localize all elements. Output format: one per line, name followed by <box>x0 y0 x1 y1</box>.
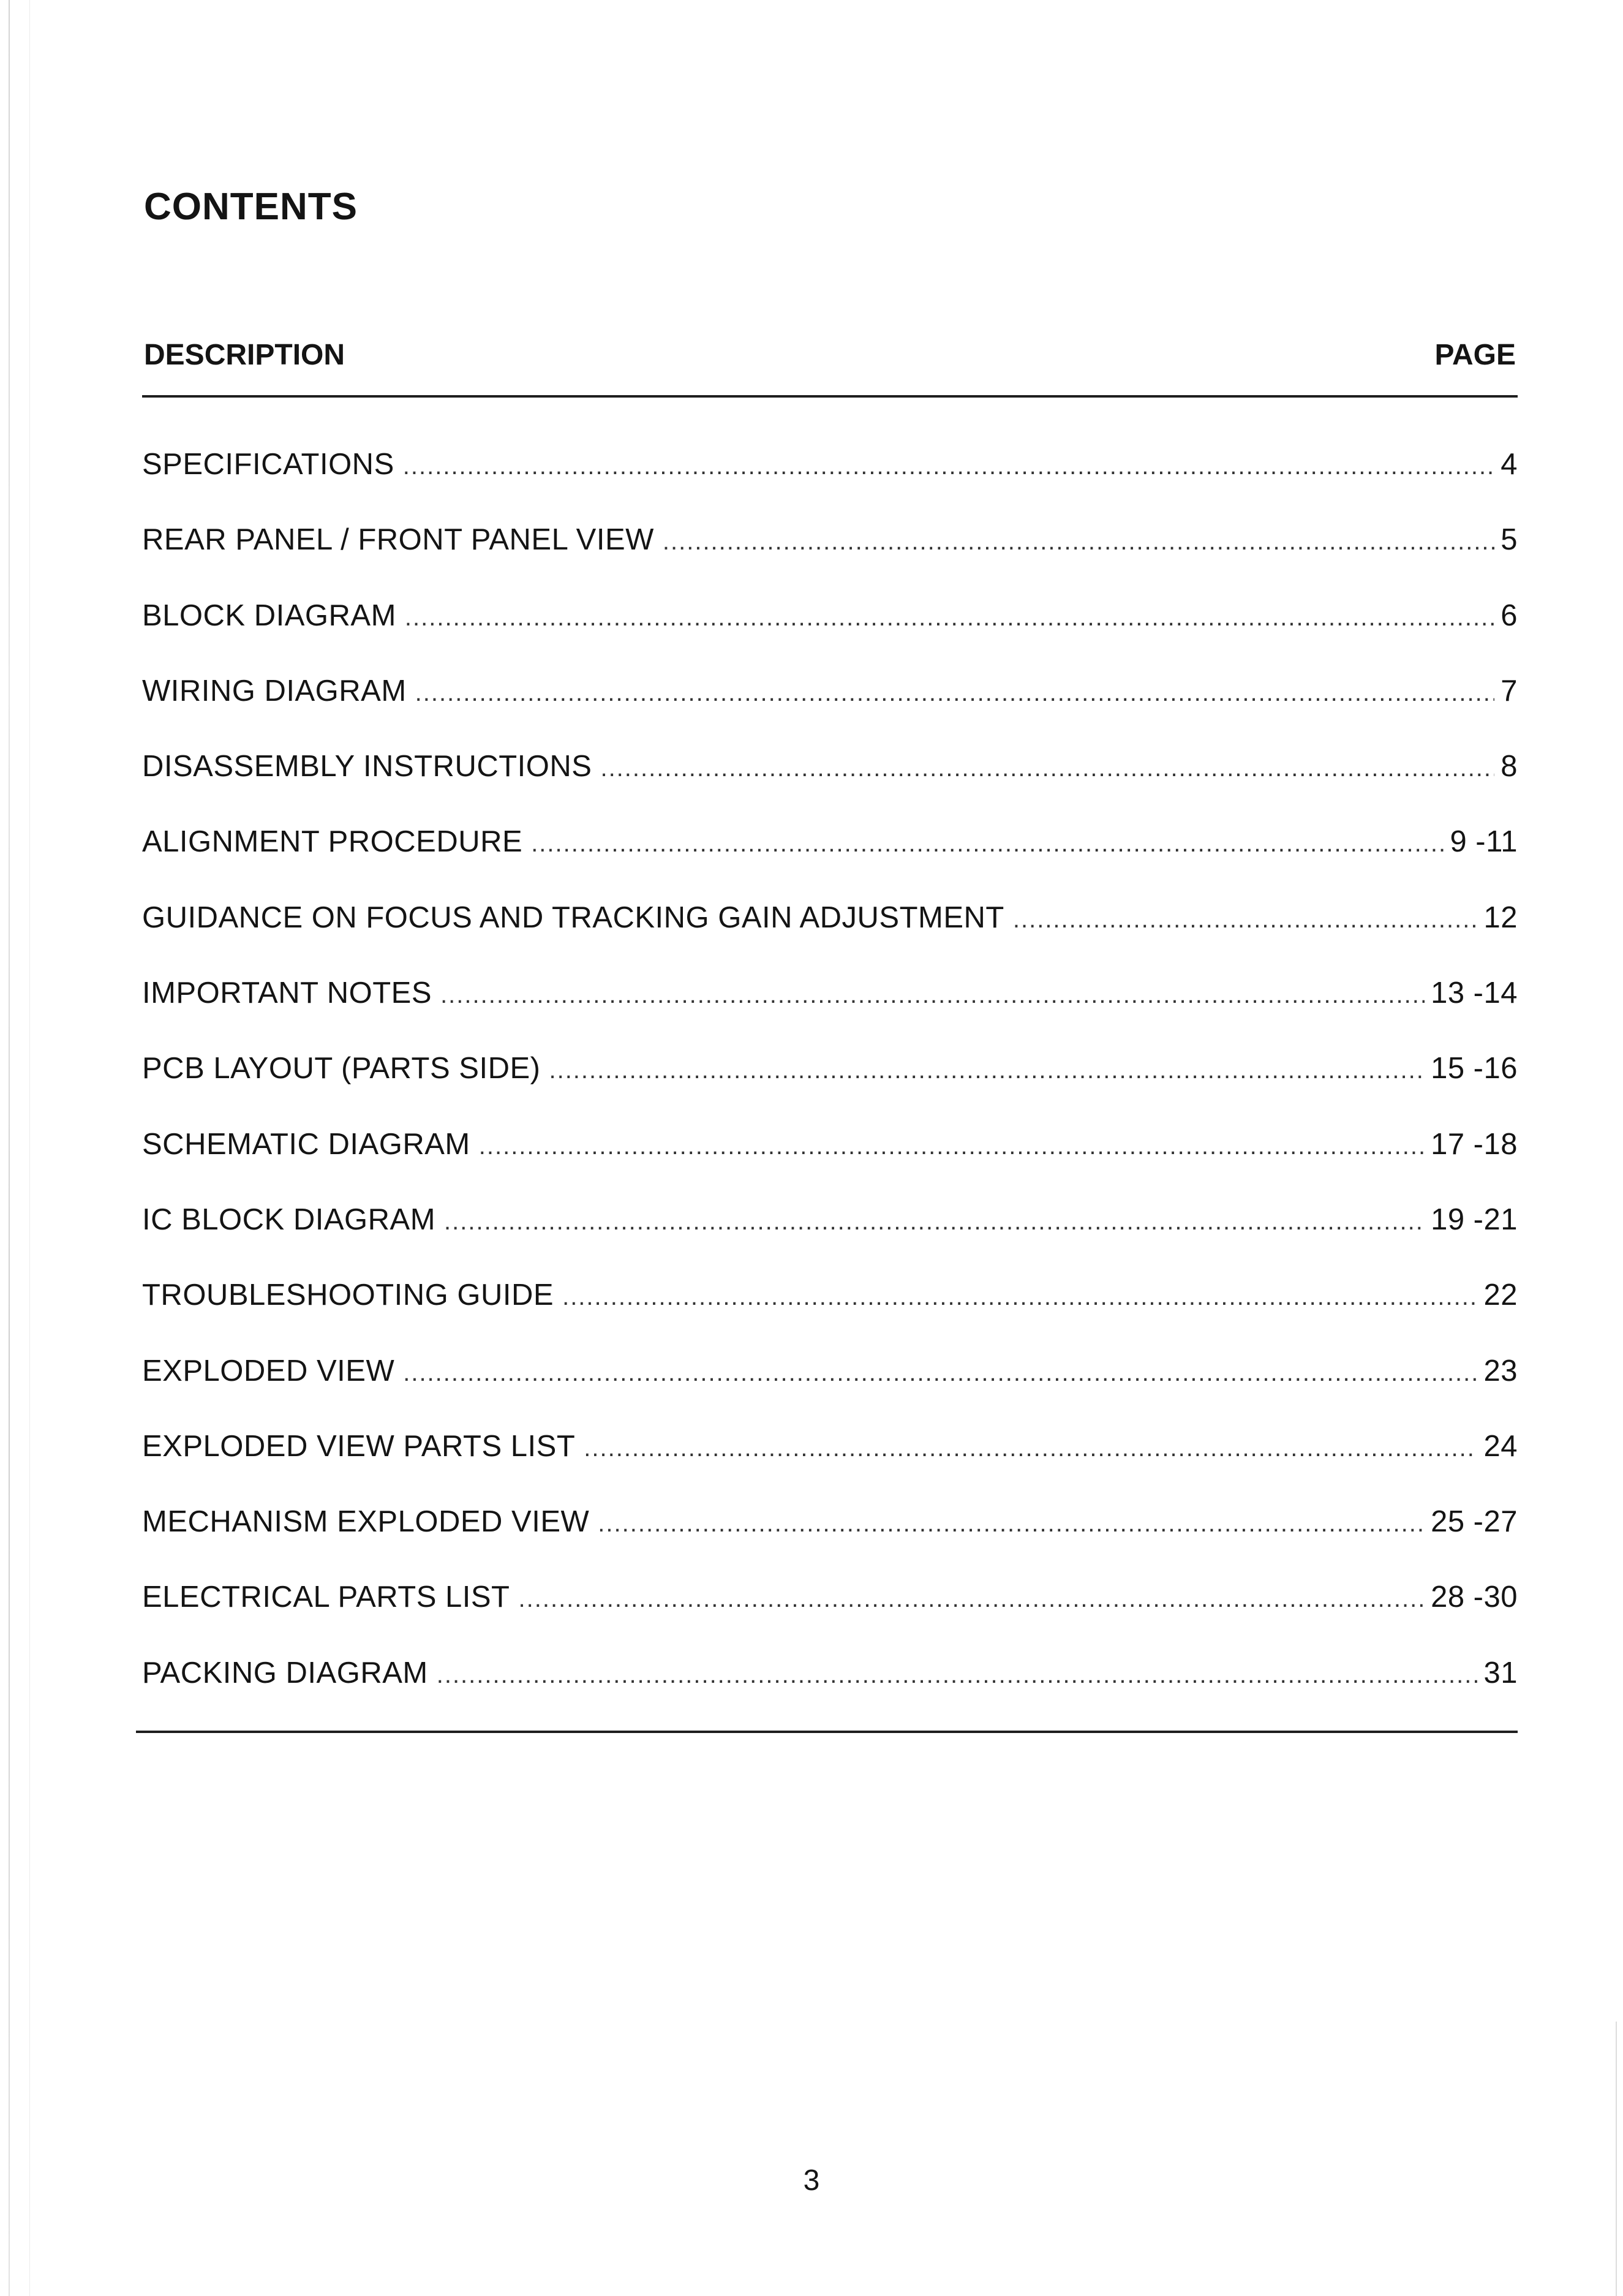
toc-entry-label: DISASSEMBLY INSTRUCTIONS <box>142 750 592 784</box>
toc-entry-leader <box>584 1435 1477 1462</box>
toc-entry <box>142 1203 1518 1278</box>
toc-entry-leader <box>549 1057 1425 1084</box>
toc-entry <box>142 976 1518 1051</box>
header-description: DESCRIPTION <box>144 339 345 371</box>
toc-list <box>142 447 1518 1731</box>
toc-entry-label: WIRING DIAGRAM <box>142 674 407 708</box>
toc-entry-leader <box>519 1585 1425 1613</box>
scan-edge-left-faint <box>29 0 30 2296</box>
toc-entry <box>142 1051 1518 1127</box>
toc-entry-leader <box>531 830 1444 858</box>
toc-entry-leader <box>403 1359 1477 1387</box>
toc-entry-leader <box>444 1208 1425 1236</box>
toc-entry-leader <box>437 1661 1478 1689</box>
toc-entry-page: 5 <box>1501 523 1518 557</box>
toc-entry-leader <box>663 528 1494 556</box>
toc-entry-leader <box>479 1133 1425 1160</box>
toc-entry-leader <box>440 981 1425 1009</box>
header-page: PAGE <box>1434 339 1516 371</box>
toc-entry-label: SCHEMATIC DIAGRAM <box>142 1127 470 1161</box>
toc-entry-page: 7 <box>1501 674 1518 708</box>
scan-edge-right <box>1616 2022 1617 2296</box>
page-title: CONTENTS <box>144 186 358 228</box>
toc-entry-label: PACKING DIAGRAM <box>142 1656 428 1690</box>
toc-entry-page: 9 -11 <box>1450 825 1518 859</box>
toc-entry-page: 17 -18 <box>1431 1127 1518 1161</box>
toc-entry-leader <box>562 1283 1477 1311</box>
toc-entry-page: 4 <box>1501 448 1518 481</box>
toc-entry-page: 15 -16 <box>1431 1052 1518 1086</box>
toc-entry-leader <box>405 604 1494 632</box>
toc-entry <box>142 447 1518 523</box>
toc-entry-leader <box>403 453 1494 480</box>
toc-entry-leader <box>415 679 1495 707</box>
toc-entry <box>142 674 1518 749</box>
toc-entry <box>142 599 1518 674</box>
toc-entry-label: EXPLODED VIEW <box>142 1354 395 1388</box>
footer-rule <box>136 1731 1518 1733</box>
toc-entry-page: 6 <box>1501 599 1518 632</box>
toc-entry <box>142 1656 1518 1731</box>
toc-entry-label: GUIDANCE ON FOCUS AND TRACKING GAIN ADJUSTMENT <box>142 901 1004 934</box>
toc-entry-label: IMPORTANT NOTES <box>142 976 432 1010</box>
toc-entry <box>142 749 1518 825</box>
toc-entry-label: REAR PANEL / FRONT PANEL VIEW <box>142 523 654 557</box>
toc-entry-page: 25 -27 <box>1431 1505 1518 1539</box>
toc-entry-page: 8 <box>1501 750 1518 784</box>
toc-entry-label: ALIGNMENT PROCEDURE <box>142 825 523 859</box>
toc-entry-leader <box>598 1510 1425 1538</box>
toc-entry-label: BLOCK DIAGRAM <box>142 599 396 632</box>
toc-entry-label: EXPLODED VIEW PARTS LIST <box>142 1429 576 1463</box>
toc-entry-page: 22 <box>1483 1278 1518 1312</box>
toc-entry <box>142 1278 1518 1353</box>
toc-entry-page: 12 <box>1483 901 1518 934</box>
page-number: 3 <box>803 2164 820 2197</box>
toc-entry-page: 13 -14 <box>1431 976 1518 1010</box>
toc-entry <box>142 1580 1518 1655</box>
header-rule <box>142 395 1518 398</box>
toc-header <box>144 338 1516 375</box>
toc-entry-leader <box>1013 906 1478 934</box>
toc-entry-page: 19 -21 <box>1431 1203 1518 1236</box>
toc-entry-page: 24 <box>1483 1429 1518 1463</box>
toc-entry-label: SPECIFICATIONS <box>142 448 394 481</box>
toc-entry <box>142 1127 1518 1203</box>
toc-entry-label: MECHANISM EXPLODED VIEW <box>142 1505 590 1539</box>
toc-entry <box>142 825 1518 900</box>
toc-entry <box>142 901 1518 976</box>
toc-entry-page: 28 -30 <box>1431 1580 1518 1614</box>
toc-entry-label: PCB LAYOUT (PARTS SIDE) <box>142 1052 541 1086</box>
toc-entry-page: 31 <box>1483 1656 1518 1690</box>
toc-entry <box>142 1354 1518 1429</box>
toc-entry <box>142 523 1518 598</box>
toc-entry-label: IC BLOCK DIAGRAM <box>142 1203 436 1236</box>
toc-entry-label: ELECTRICAL PARTS LIST <box>142 1580 510 1614</box>
scan-edge-left <box>9 0 10 2296</box>
toc-entry-page: 23 <box>1483 1354 1518 1388</box>
toc-entry <box>142 1505 1518 1580</box>
toc-entry-leader <box>600 755 1494 782</box>
toc-entry <box>142 1429 1518 1505</box>
toc-entry-label: TROUBLESHOOTING GUIDE <box>142 1278 554 1312</box>
